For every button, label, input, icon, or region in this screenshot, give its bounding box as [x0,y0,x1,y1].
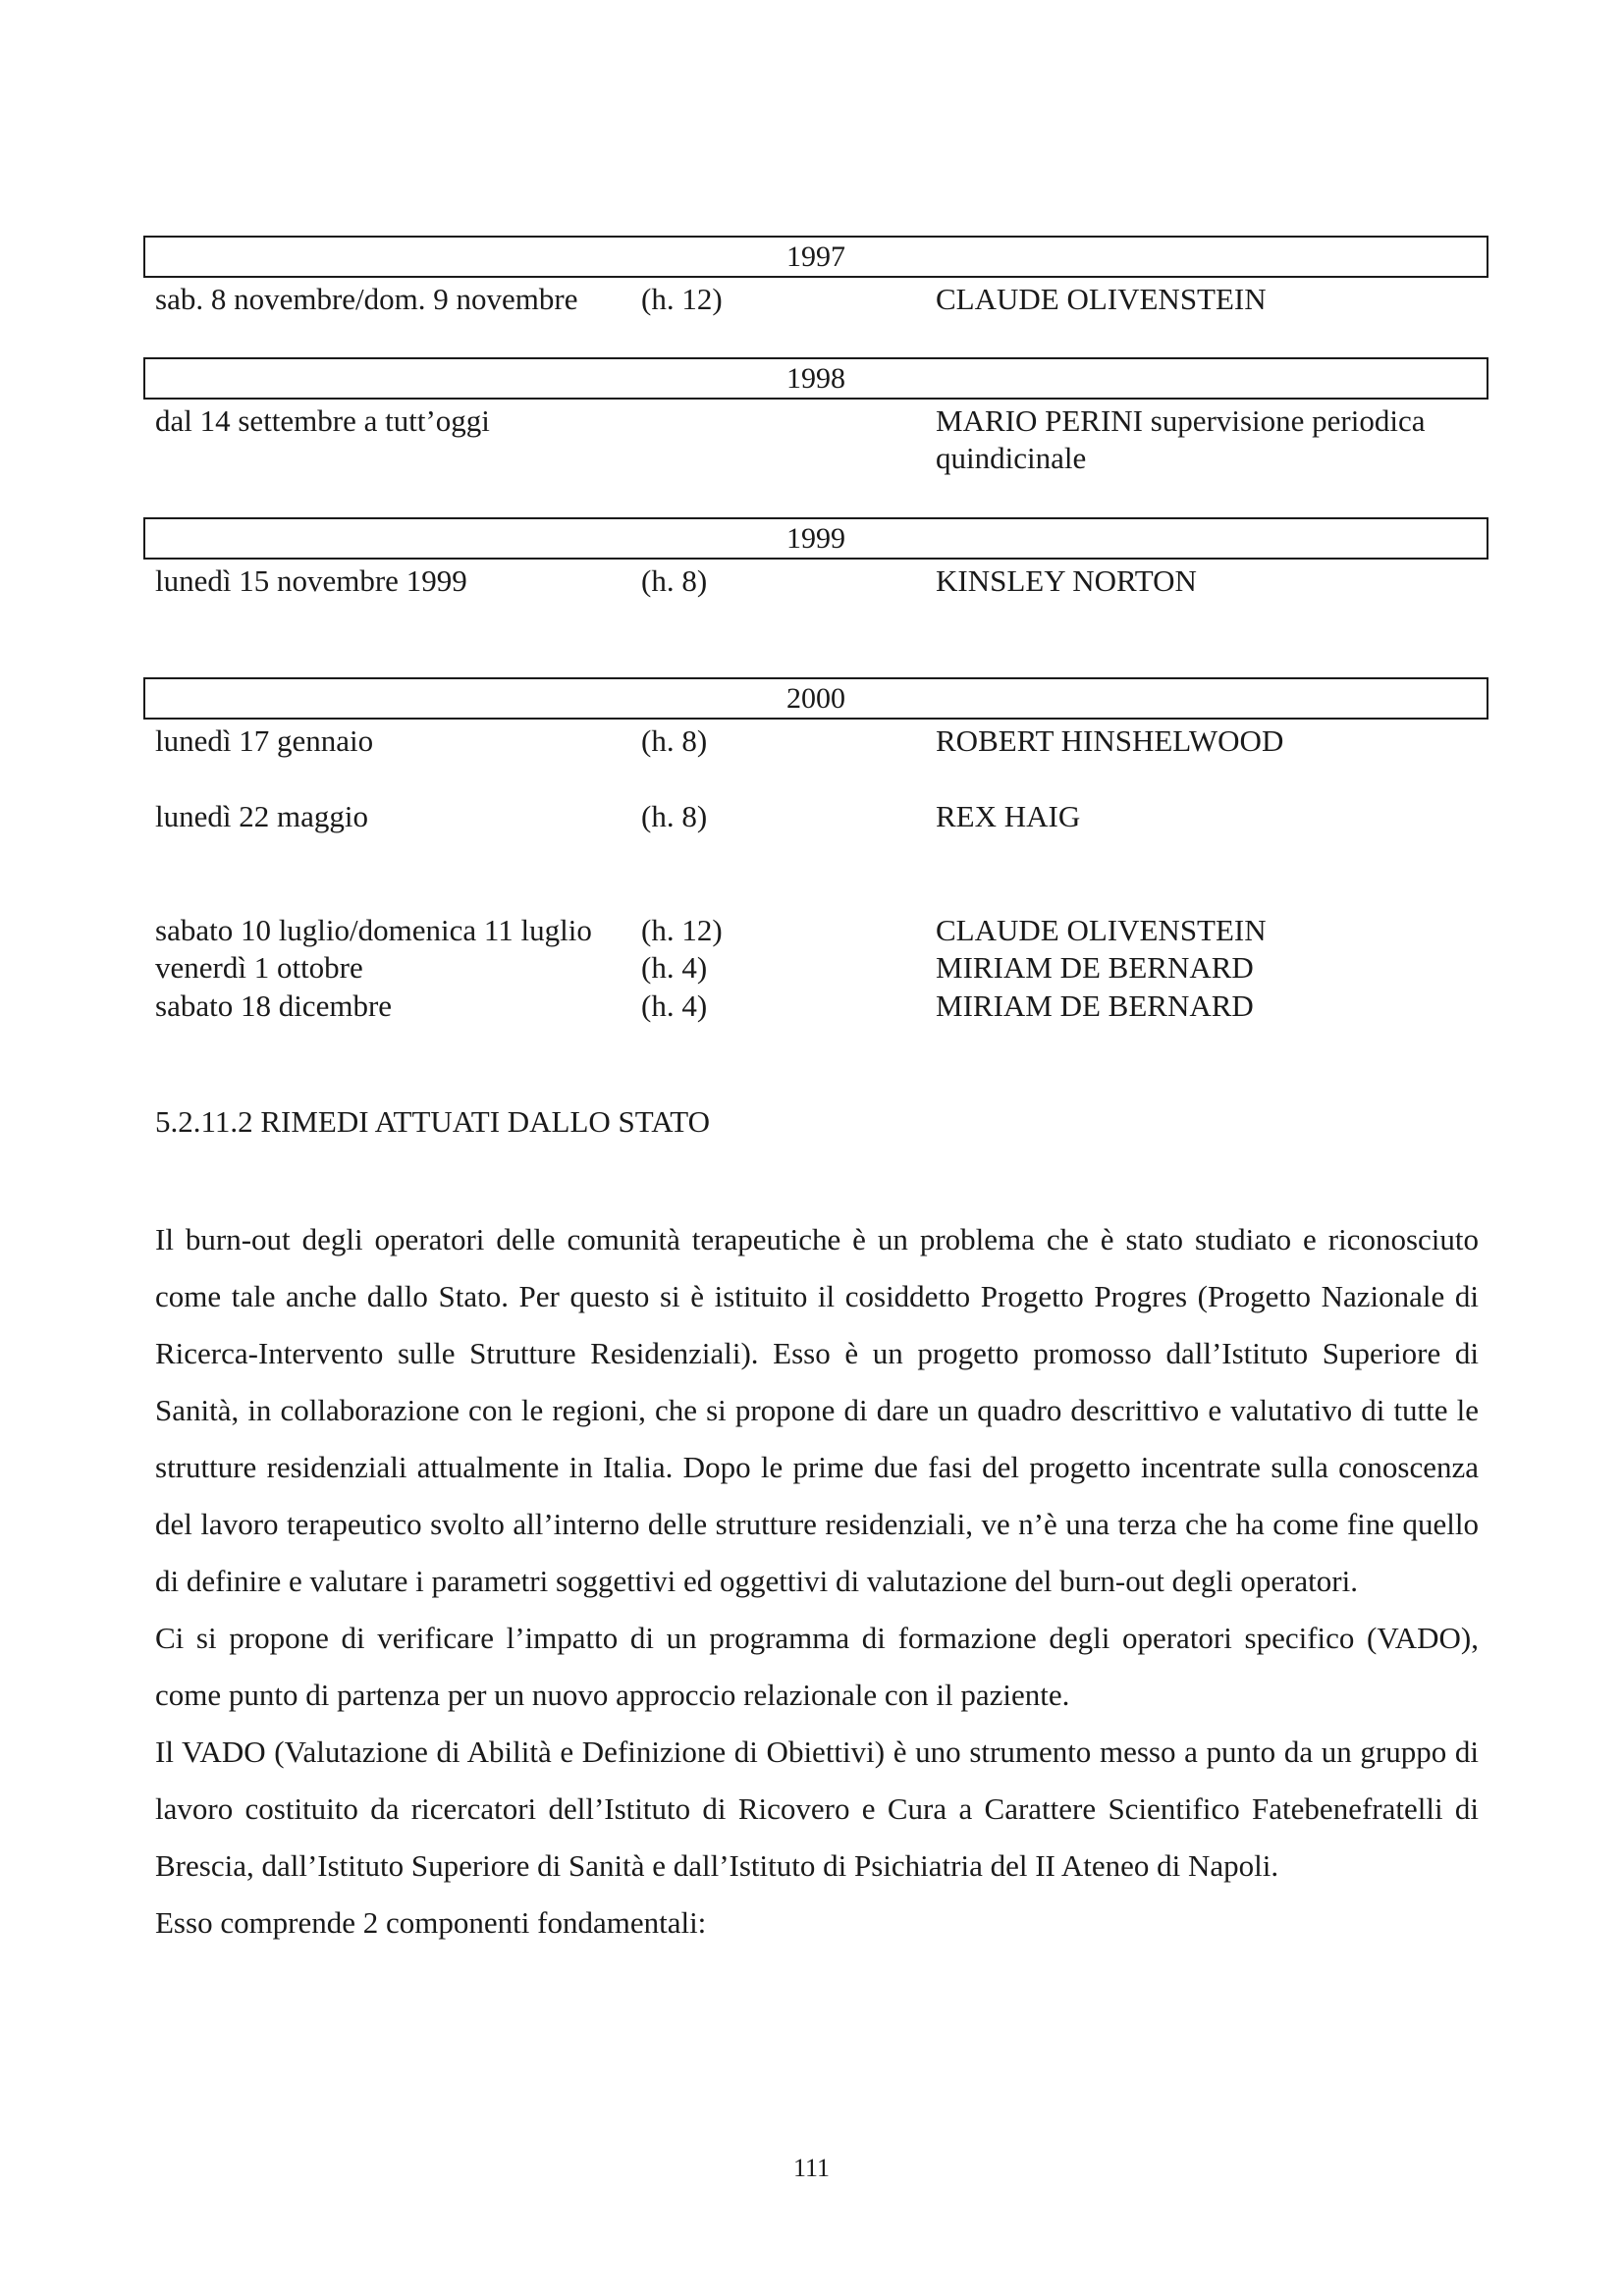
year-header-1997: 1997 [143,236,1488,278]
schedule-speaker: CLAUDE OLIVENSTEIN [936,913,1267,947]
schedule-speaker: KINSLEY NORTON [936,563,1197,598]
schedule-speaker: REX HAIG [936,799,1081,833]
year-header-1999: 1999 [143,517,1488,560]
schedule-speaker: MARIO PERINI supervisione periodica [936,403,1426,438]
schedule-hours: (h. 8) [641,723,708,758]
paragraph: Esso comprende 2 componenti fondamentali: [155,1905,707,1940]
paragraph: Il burn-out degli operatori delle comunità terapeutiche è un problema che è stato studiato e riconosciuto come tale anche dallo Stato. Per questo si è istituito il cosiddetto Progetto Progres (Progetto Nazionale di Ricerca-Intervento sulle Strutture Residenziali). Esso è un progetto promosso dall’Istituto Superiore di Sanità, in collaborazione con le regioni, che si propone di dare un quadro descrittivo e valutativo di tutte le strutture residenziali attualmente in Italia. Dopo le prime due fasi del progetto incentrate sulla conoscenza del lavoro terapeutico svolto all’interno delle strutture residenziali, ve n’è una terza che ha come fine quello di definire e valutare i parametri soggettivi ed oggettivi di valutazione del burn-out degli operatori. [155,1222,1479,1598]
year-header-1998: 1998 [143,357,1488,400]
schedule-hours: (h. 12) [641,282,723,316]
schedule-date: venerdì 1 ottobre [155,950,363,985]
page-number: 111 [792,2154,831,2182]
section-heading: 5.2.11.2 RIMEDI ATTUATI DALLO STATO [155,1104,710,1139]
schedule-date: lunedì 15 novembre 1999 [155,563,467,598]
schedule-date: sabato 18 dicembre [155,988,393,1023]
schedule-hours: (h. 4) [641,950,708,985]
schedule-speaker: ROBERT HINSHELWOOD [936,723,1284,758]
schedule-speaker: MIRIAM DE BERNARD [936,950,1254,985]
schedule-speaker: MIRIAM DE BERNARD [936,988,1254,1023]
schedule-date: sabato 10 luglio/domenica 11 luglio [155,913,592,947]
schedule-speaker-continuation: quindicinale [936,441,1087,475]
schedule-date: lunedì 17 gennaio [155,723,374,758]
schedule-date: lunedì 22 maggio [155,799,368,833]
paragraph: Il VADO (Valutazione di Abilità e Definizione di Obiettivi) è uno strumento messo a punto da un gruppo di lavoro costituito da ricercatori dell’Istituto di Ricovero e Cura a Carattere Scientifico Fatebenefratelli di Brescia, dall’Istituto Superiore di Sanità e dall’Istituto di Psichiatria del II Ateneo di Napoli. [155,1735,1479,1883]
year-header-2000: 2000 [143,677,1488,720]
schedule-hours: (h. 8) [641,799,708,833]
schedule-hours: (h. 8) [641,563,708,598]
schedule-hours: (h. 12) [641,913,723,947]
paragraph: Ci si propone di verificare l’impatto di un programma di formazione degli operatori specifico (VADO), come punto di partenza per un nuovo approccio relazionale con il paziente. [155,1621,1479,1712]
schedule-hours: (h. 4) [641,988,708,1023]
body-text [155,1211,1479,1951]
schedule-date: sab. 8 novembre/dom. 9 novembre [155,282,578,316]
schedule-date: dal 14 settembre a tutt’oggi [155,403,490,438]
schedule-speaker: CLAUDE OLIVENSTEIN [936,282,1267,316]
